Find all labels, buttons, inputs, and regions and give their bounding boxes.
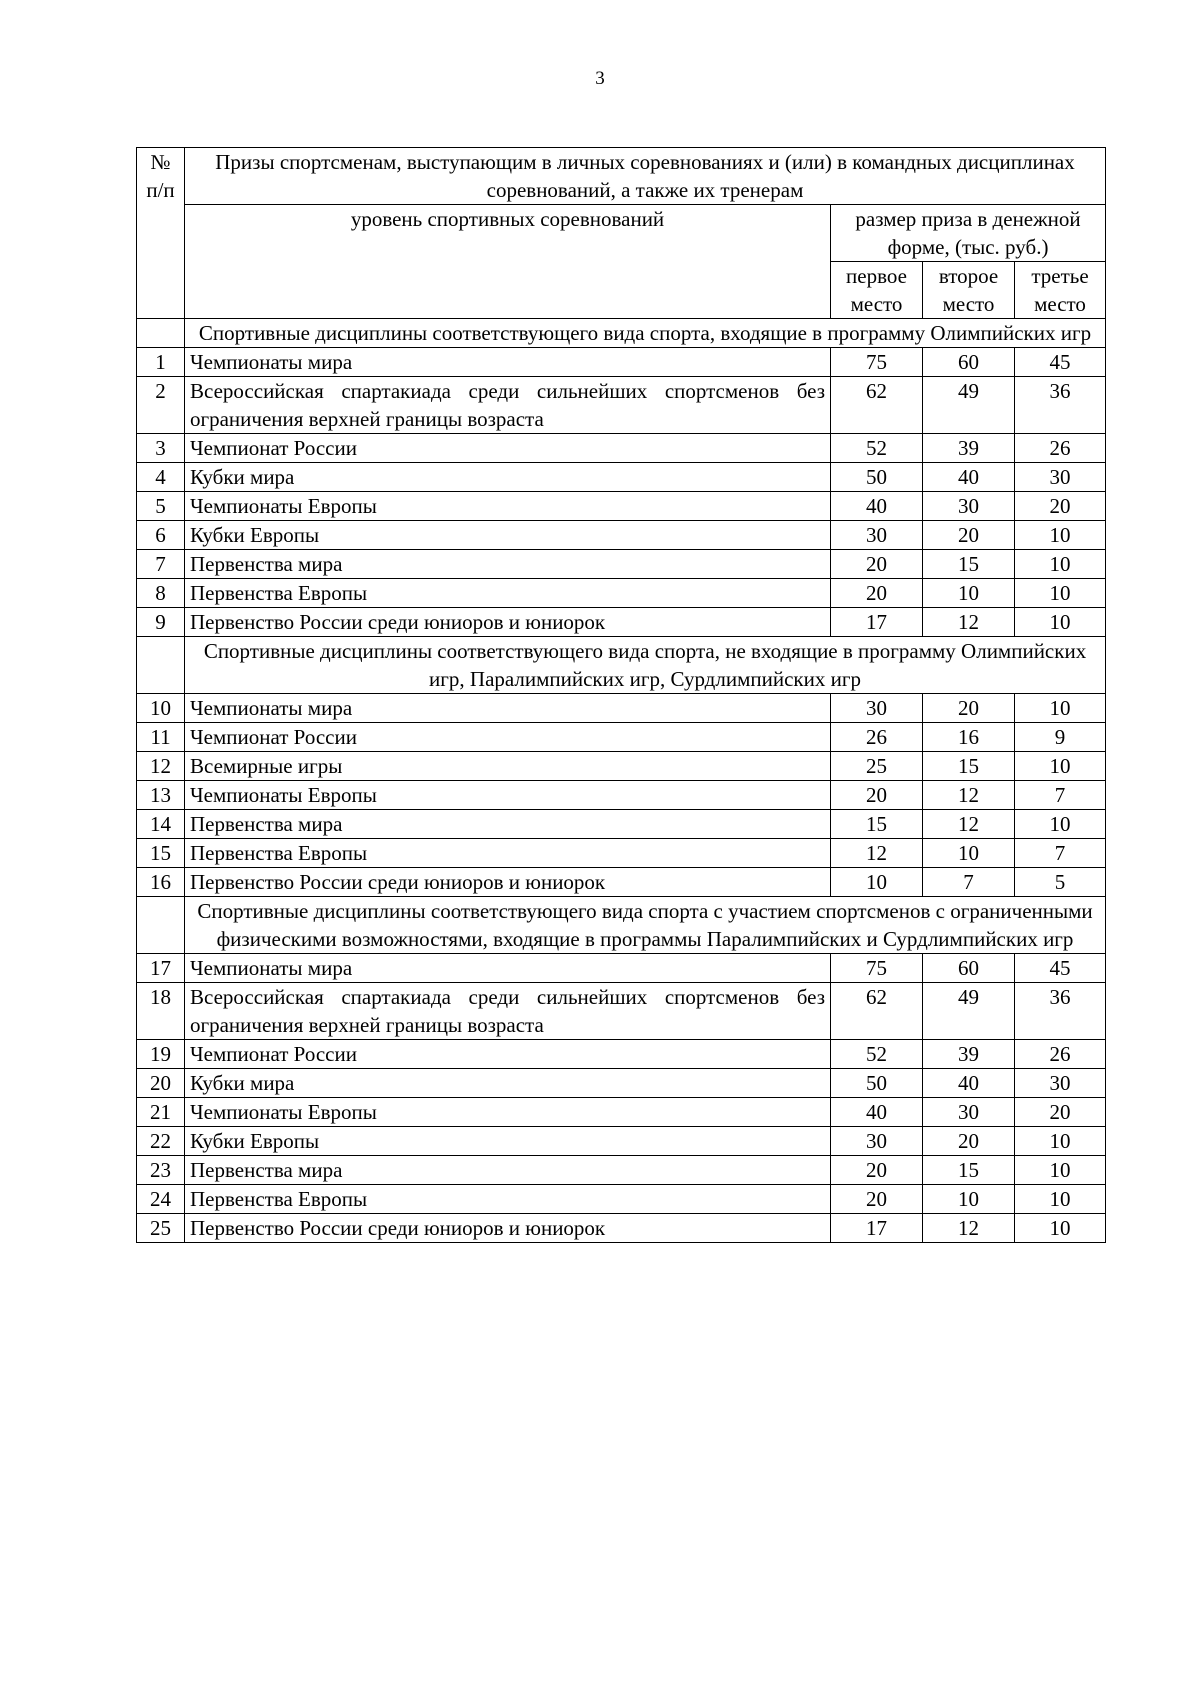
prize-first-place: 40 — [831, 492, 923, 521]
prize-second-place: 16 — [923, 723, 1015, 752]
prize-first-place: 26 — [831, 723, 923, 752]
prize-first-place: 62 — [831, 377, 923, 434]
row-number: 25 — [137, 1214, 185, 1243]
section-title: Спортивные дисциплины соответствующего вида спорта, не входящие в программу Олимпийских игр, Паралимпийских игр, Сурдлимпийских игр — [185, 637, 1106, 694]
competition-level: Чемпионаты Европы — [185, 781, 831, 810]
table-row — [137, 694, 1106, 723]
competition-level: Кубки Европы — [185, 1127, 831, 1156]
table-row — [137, 492, 1106, 521]
header-num-col: № п/п — [137, 148, 185, 319]
prize-second-place: 10 — [923, 839, 1015, 868]
prize-third-place: 10 — [1015, 1214, 1106, 1243]
prize-first-place: 30 — [831, 521, 923, 550]
row-number: 13 — [137, 781, 185, 810]
prize-third-place: 10 — [1015, 550, 1106, 579]
table-row — [137, 723, 1106, 752]
prize-first-place: 52 — [831, 1040, 923, 1069]
prize-second-place: 12 — [923, 1214, 1015, 1243]
table-row — [137, 1156, 1106, 1185]
table-row — [137, 377, 1106, 434]
prize-third-place: 7 — [1015, 839, 1106, 868]
table-row — [137, 608, 1106, 637]
prize-first-place: 50 — [831, 1069, 923, 1098]
header-place-third: третье место — [1015, 262, 1106, 319]
competition-level: Первенства Европы — [185, 1185, 831, 1214]
table-row — [137, 839, 1106, 868]
table-row — [137, 463, 1106, 492]
section-title: Спортивные дисциплины соответствующего вида спорта с участием спортсменов с ограниченными физическими возможностями, входящие в программы Паралимпийских и Сурдлимпийских игр — [185, 897, 1106, 954]
row-number: 22 — [137, 1127, 185, 1156]
prize-first-place: 75 — [831, 954, 923, 983]
table-row — [137, 1185, 1106, 1214]
row-number: 23 — [137, 1156, 185, 1185]
prize-first-place: 30 — [831, 694, 923, 723]
prize-first-place: 50 — [831, 463, 923, 492]
header-level-col: уровень спортивных соревнований — [185, 205, 831, 319]
prize-first-place: 20 — [831, 1185, 923, 1214]
competition-level: Чемпионаты Европы — [185, 492, 831, 521]
table-row — [137, 1040, 1106, 1069]
competition-level: Первенство России среди юниоров и юниорок — [185, 608, 831, 637]
prize-second-place: 10 — [923, 579, 1015, 608]
prize-third-place: 10 — [1015, 752, 1106, 781]
prize-second-place: 40 — [923, 463, 1015, 492]
prize-third-place: 7 — [1015, 781, 1106, 810]
row-number: 17 — [137, 954, 185, 983]
table-row — [137, 550, 1106, 579]
competition-level: Первенства Европы — [185, 579, 831, 608]
prize-second-place: 20 — [923, 521, 1015, 550]
prize-second-place: 30 — [923, 1098, 1015, 1127]
header-place-first: первое место — [831, 262, 923, 319]
prize-first-place: 75 — [831, 348, 923, 377]
section-row — [137, 897, 1106, 954]
prize-second-place: 40 — [923, 1069, 1015, 1098]
prize-third-place: 36 — [1015, 983, 1106, 1040]
table-row — [137, 983, 1106, 1040]
prize-second-place: 7 — [923, 868, 1015, 897]
row-number: 2 — [137, 377, 185, 434]
prize-second-place: 15 — [923, 550, 1015, 579]
prize-second-place: 12 — [923, 781, 1015, 810]
prize-first-place: 30 — [831, 1127, 923, 1156]
competition-level: Чемпионат России — [185, 723, 831, 752]
section-row — [137, 637, 1106, 694]
row-number: 18 — [137, 983, 185, 1040]
row-number: 12 — [137, 752, 185, 781]
competition-level: Первенства Европы — [185, 839, 831, 868]
page-number: 3 — [595, 68, 605, 89]
header-row-columns — [137, 205, 1106, 262]
prize-second-place: 12 — [923, 608, 1015, 637]
prize-first-place: 15 — [831, 810, 923, 839]
competition-level: Чемпионаты мира — [185, 348, 831, 377]
table-row — [137, 1098, 1106, 1127]
prize-second-place: 60 — [923, 348, 1015, 377]
prize-third-place: 10 — [1015, 1156, 1106, 1185]
prize-second-place: 49 — [923, 377, 1015, 434]
prize-first-place: 25 — [831, 752, 923, 781]
row-number: 16 — [137, 868, 185, 897]
table-row — [137, 348, 1106, 377]
prize-third-place: 10 — [1015, 1127, 1106, 1156]
row-number: 8 — [137, 579, 185, 608]
table-row — [137, 752, 1106, 781]
competition-level: Чемпионаты мира — [185, 694, 831, 723]
prize-first-place: 20 — [831, 579, 923, 608]
row-number: 19 — [137, 1040, 185, 1069]
section-num-cell — [137, 637, 185, 694]
prize-third-place: 30 — [1015, 1069, 1106, 1098]
row-number: 10 — [137, 694, 185, 723]
prize-second-place: 15 — [923, 752, 1015, 781]
row-number: 4 — [137, 463, 185, 492]
competition-level: Первенство России среди юниоров и юниорок — [185, 1214, 831, 1243]
table-row — [137, 434, 1106, 463]
prize-third-place: 10 — [1015, 608, 1106, 637]
header-title: Призы спортсменам, выступающим в личных соревнованиях и (или) в командных дисциплинах соревнований, а также их тренерам — [185, 148, 1106, 205]
prize-first-place: 40 — [831, 1098, 923, 1127]
competition-level: Первенства мира — [185, 810, 831, 839]
competition-level: Всемирные игры — [185, 752, 831, 781]
table-row — [137, 1069, 1106, 1098]
row-number: 7 — [137, 550, 185, 579]
row-number: 21 — [137, 1098, 185, 1127]
row-number: 5 — [137, 492, 185, 521]
prize-second-place: 30 — [923, 492, 1015, 521]
header-prize-col: размер приза в денежной форме, (тыс. руб.) — [831, 205, 1106, 262]
prize-first-place: 20 — [831, 1156, 923, 1185]
competition-level: Кубки Европы — [185, 521, 831, 550]
competition-level: Чемпионаты Европы — [185, 1098, 831, 1127]
prize-second-place: 15 — [923, 1156, 1015, 1185]
prize-third-place: 20 — [1015, 492, 1106, 521]
prize-third-place: 45 — [1015, 954, 1106, 983]
prize-third-place: 5 — [1015, 868, 1106, 897]
table-row — [137, 810, 1106, 839]
table-row — [137, 1214, 1106, 1243]
competition-level: Всероссийская спартакиада среди сильнейших спортсменов без ограничения верхней границы возраста — [185, 983, 831, 1040]
prize-third-place: 9 — [1015, 723, 1106, 752]
prize-third-place: 30 — [1015, 463, 1106, 492]
competition-level: Первенства мира — [185, 1156, 831, 1185]
row-number: 24 — [137, 1185, 185, 1214]
prize-third-place: 45 — [1015, 348, 1106, 377]
row-number: 11 — [137, 723, 185, 752]
prize-third-place: 10 — [1015, 1185, 1106, 1214]
prize-first-place: 12 — [831, 839, 923, 868]
row-number: 6 — [137, 521, 185, 550]
competition-level: Кубки мира — [185, 1069, 831, 1098]
prize-second-place: 20 — [923, 694, 1015, 723]
row-number: 14 — [137, 810, 185, 839]
prize-third-place: 26 — [1015, 1040, 1106, 1069]
competition-level: Чемпионат России — [185, 434, 831, 463]
prizes-table — [136, 147, 1106, 1243]
header-row-title — [137, 148, 1106, 205]
prizes-table-body — [137, 148, 1106, 1243]
table-row — [137, 954, 1106, 983]
prize-first-place: 10 — [831, 868, 923, 897]
row-number: 15 — [137, 839, 185, 868]
section-num-cell — [137, 319, 185, 348]
prize-third-place: 20 — [1015, 1098, 1106, 1127]
prize-first-place: 62 — [831, 983, 923, 1040]
table-row — [137, 579, 1106, 608]
row-number: 20 — [137, 1069, 185, 1098]
prize-second-place: 12 — [923, 810, 1015, 839]
table-row — [137, 1127, 1106, 1156]
section-row — [137, 319, 1106, 348]
competition-level: Первенства мира — [185, 550, 831, 579]
table-row — [137, 868, 1106, 897]
prize-third-place: 10 — [1015, 521, 1106, 550]
prize-first-place: 20 — [831, 781, 923, 810]
competition-level: Чемпионат России — [185, 1040, 831, 1069]
prize-second-place: 10 — [923, 1185, 1015, 1214]
header-place-second: второе место — [923, 262, 1015, 319]
prize-third-place: 10 — [1015, 694, 1106, 723]
table-row — [137, 521, 1106, 550]
prize-third-place: 36 — [1015, 377, 1106, 434]
prize-first-place: 20 — [831, 550, 923, 579]
prize-second-place: 60 — [923, 954, 1015, 983]
competition-level: Кубки мира — [185, 463, 831, 492]
prize-third-place: 26 — [1015, 434, 1106, 463]
prize-third-place: 10 — [1015, 579, 1106, 608]
table-row — [137, 781, 1106, 810]
competition-level: Чемпионаты мира — [185, 954, 831, 983]
prize-second-place: 39 — [923, 434, 1015, 463]
prize-second-place: 39 — [923, 1040, 1015, 1069]
section-num-cell — [137, 897, 185, 954]
competition-level: Всероссийская спартакиада среди сильнейших спортсменов без ограничения верхней границы возраста — [185, 377, 831, 434]
row-number: 9 — [137, 608, 185, 637]
competition-level: Первенство России среди юниоров и юниорок — [185, 868, 831, 897]
row-number: 3 — [137, 434, 185, 463]
section-title: Спортивные дисциплины соответствующего вида спорта, входящие в программу Олимпийских игр — [185, 319, 1106, 348]
prize-second-place: 49 — [923, 983, 1015, 1040]
prize-first-place: 17 — [831, 608, 923, 637]
prize-first-place: 52 — [831, 434, 923, 463]
prize-second-place: 20 — [923, 1127, 1015, 1156]
prize-first-place: 17 — [831, 1214, 923, 1243]
prize-third-place: 10 — [1015, 810, 1106, 839]
row-number: 1 — [137, 348, 185, 377]
